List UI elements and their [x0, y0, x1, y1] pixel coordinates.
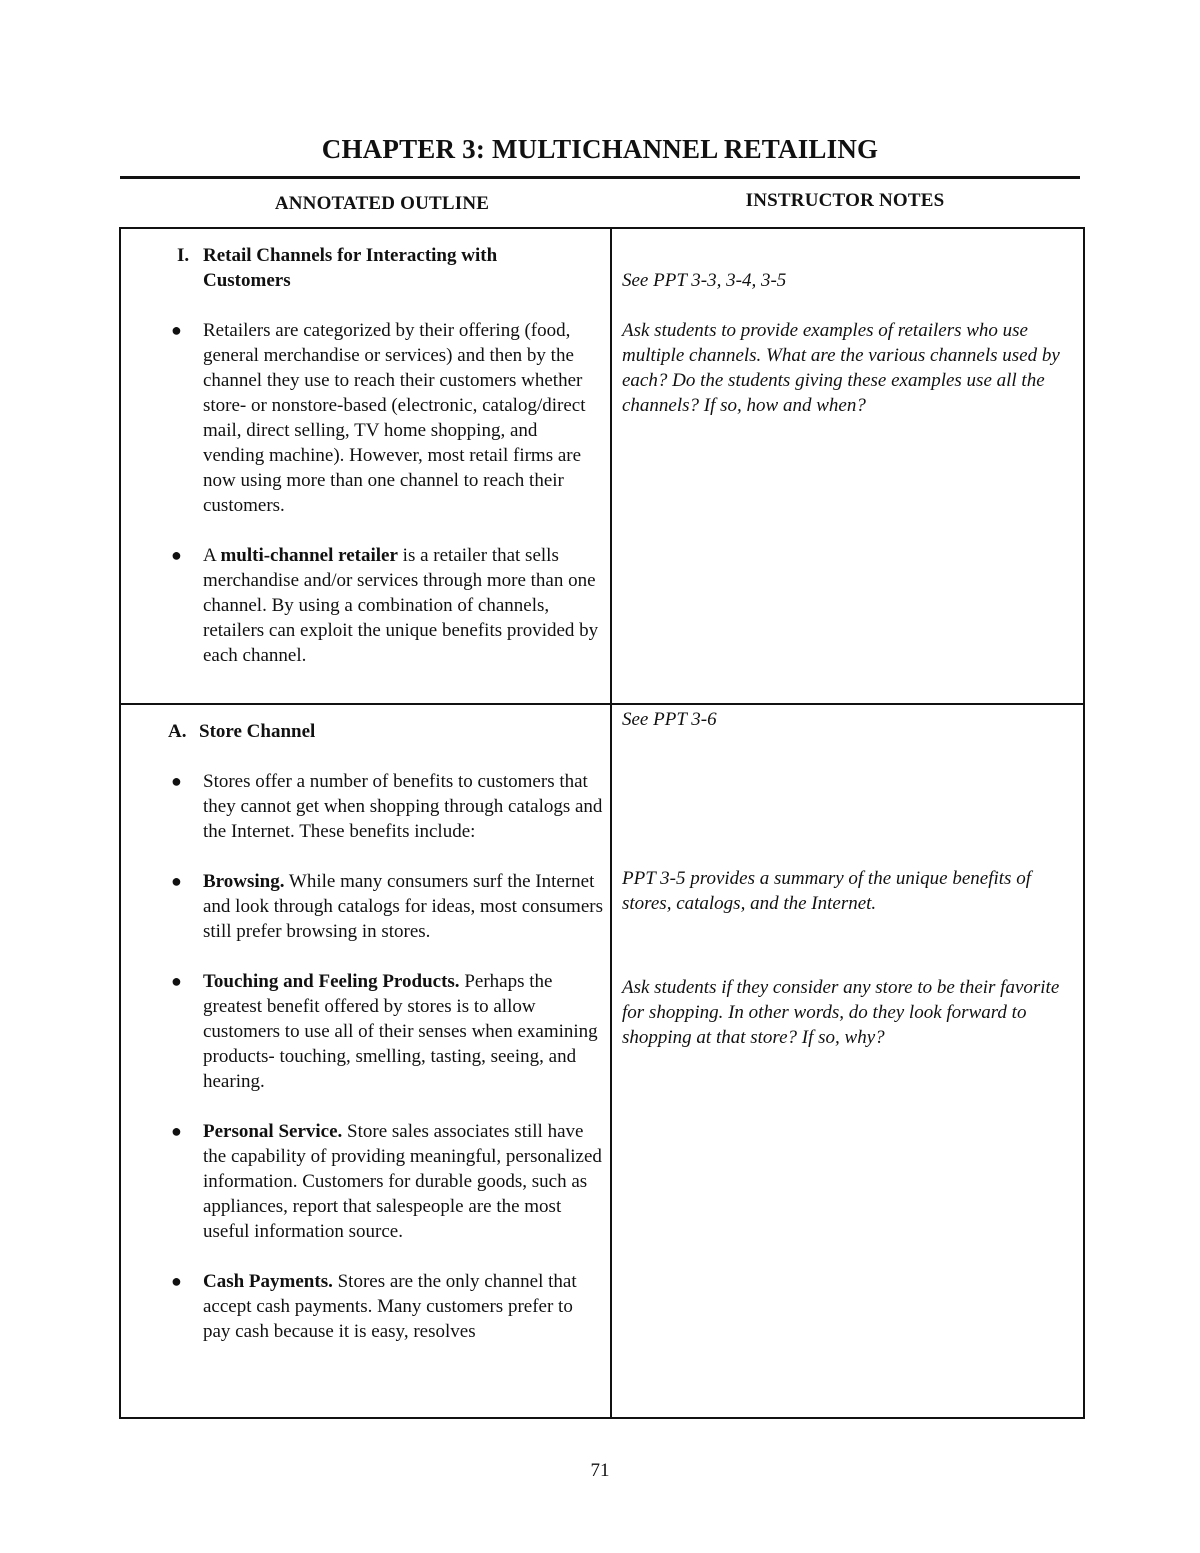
title-rule: [120, 176, 1080, 179]
instructor-notes-heading: INSTRUCTOR NOTES: [745, 190, 945, 211]
list-item: [171, 869, 603, 944]
section-title: Store Channel: [199, 721, 316, 742]
annotated-outline-heading: ANNOTATED OUTLINE: [274, 193, 490, 214]
list-item: [171, 1269, 603, 1344]
list-item-text: is a retailer that sells merchandise and/or services through more than one channel. By using a combination of channels, retailers can exploit the unique benefits provided by each channel.: [203, 545, 599, 666]
page-number: 71: [590, 1460, 610, 1481]
term-multi-channel-retailer: multi-channel retailer: [220, 545, 398, 566]
bullet-icon: ●: [171, 871, 182, 891]
bullet-icon: ●: [171, 971, 182, 991]
list-item: [171, 1119, 603, 1244]
list-item-text: Store sales associates still have the capability of providing meaningful, personalized information. Customers for durable goods, such as appliances, report that salespeople are the most useful information source.: [203, 1121, 602, 1242]
outline-table: [119, 227, 1085, 1419]
outline-cell: [120, 228, 611, 704]
list-item-text: Stores offer a number of benefits to customers that they cannot get when shopping through catalogs and the Internet. These benefits include:: [203, 771, 603, 842]
outline-cell: [120, 704, 611, 1418]
notes-cell: [611, 228, 1084, 704]
list-item: [171, 543, 603, 668]
term-personal-service: Personal Service.: [203, 1121, 343, 1142]
list-item-text: While many consumers surf the Internet and look through catalogs for ideas, most consumers still prefer browsing in stores.: [203, 871, 603, 942]
section-title: Retail Channels for Interacting with Customers: [203, 245, 498, 291]
notes-cell: [611, 704, 1084, 1418]
list-item: [171, 769, 603, 844]
instructor-note: PPT 3-5 provides a summary of the unique benefits of stores, catalogs, and the Internet.: [622, 868, 1031, 914]
bullet-icon: ●: [171, 771, 182, 791]
table-row: [120, 228, 1084, 704]
bullet-icon: ●: [171, 545, 182, 565]
bullet-icon: ●: [171, 320, 182, 340]
section-heading: [121, 243, 610, 293]
instructor-note: See PPT 3-6: [622, 709, 717, 730]
instructor-note: Ask students if they consider any store to be their favorite for shopping. In other words, do they look forward to shopping at that store? If so, why?: [622, 977, 1060, 1048]
list-item: [171, 969, 603, 1094]
bullet-icon: ●: [171, 1271, 182, 1291]
table-row: [120, 704, 1084, 1418]
list-item-text: Stores are the only channel that accept cash payments. Many customers prefer to pay cash because it is easy, resolves: [203, 1271, 577, 1342]
list-item-text: A: [203, 545, 221, 566]
term-browsing: Browsing.: [203, 871, 285, 892]
section-number: A.: [168, 721, 187, 742]
instructor-note: Ask students to provide examples of retailers who use multiple channels. What are the various channels used by each? Do the students giving these examples use all the channels? If so, how and when?: [622, 320, 1060, 416]
list-item-text: Perhaps the greatest benefit offered by stores is to allow customers to use all of their senses when examining products- touching, smelling, tasting, seeing, and hearing.: [203, 971, 598, 1092]
term-cash-payments: Cash Payments.: [203, 1271, 333, 1292]
chapter-title: CHAPTER 3: MULTICHANNEL RETAILING: [321, 134, 879, 164]
section-number: I.: [177, 245, 190, 266]
term-touching-feeling: Touching and Feeling Products.: [203, 971, 460, 992]
instructor-note: See PPT 3-3, 3-4, 3-5: [622, 270, 787, 291]
bullet-icon: ●: [171, 1121, 182, 1141]
section-heading: [121, 719, 610, 744]
list-item-text: Retailers are categorized by their offering (food, general merchandise or services) and then by the channel they use to reach their customers whether store- or nonstore-based (electronic, catalog/direct mail, direct selling, TV home shopping, and vending machine). However, most retail firms are now using more than one channel to reach their customers.: [203, 320, 586, 516]
list-item: [171, 318, 603, 518]
